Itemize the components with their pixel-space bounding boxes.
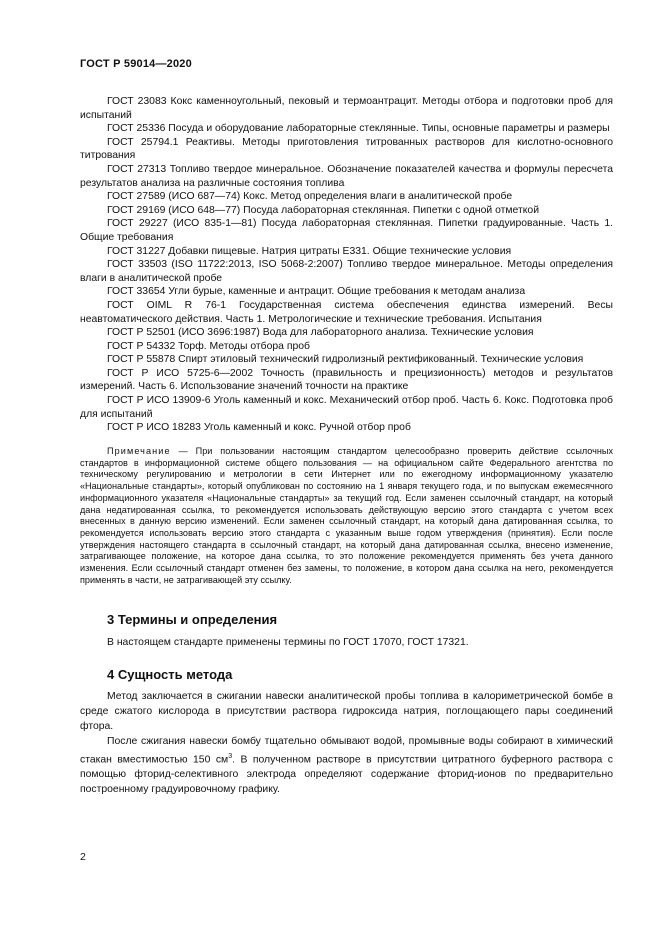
page-number: 2 — [80, 851, 86, 863]
section-3-heading: 3 Термины и определения — [107, 612, 278, 627]
reference-item: ГОСТ 27313 Топливо твердое минеральное. Обозначение показателей качества и формулы пересчета результатов анализа на различные состояния топлива — [80, 163, 613, 189]
section-4-body — [80, 689, 613, 797]
reference-item: ГОСТ 33503 (ISO 11722:2013, ISO 5068-2:2007) Топливо твердое минеральное. Методы определения влаги в аналитической пробе — [80, 259, 613, 284]
reference-item: ГОСТ Р ИСО 5725-6—2002 Точность (правильность и прецизионность) методов и результатов измерений. Часть 6. Использование значений точности на практике — [80, 367, 613, 393]
reference-item: ГОСТ 29169 (ИСО 648—77) Посуда лабораторная стеклянная. Пипетки с одной отметкой — [107, 204, 540, 216]
section-4-heading: 4 Сущность метода — [107, 667, 233, 682]
reference-item: ГОСТ Р 52501 (ИСО 3696:1987) Вода для лабораторного анализа. Технические условия — [107, 327, 534, 339]
reference-item: ГОСТ Р 54332 Торф. Методы отбора проб — [107, 340, 310, 352]
reference-item: ГОСТ Р 55878 Спирт этиловый технический гидролизный ректификованный. Технические условия — [107, 354, 584, 366]
section-4-paragraph-2-text-a: После сжигания навески бомбу тщательно обмывают водой, промывные воды собирают в химический стакан вместимостью 150 см — [80, 736, 613, 766]
section-3-body — [80, 635, 613, 650]
reference-item: ГОСТ Р ИСО 13909-6 Уголь каменный и кокс. Механический отбор проб. Часть 6. Кокс. Подготовка проб для испытаний — [80, 395, 613, 420]
reference-item: ГОСТ 23083 Кокс каменноугольный, пековый и термоантрацит. Методы отбора и подготовки проб для испытаний — [80, 96, 613, 121]
reference-item: ГОСТ 25794.1 Реактивы. Методы приготовления титрованных растворов для кислотно-основного титрования — [80, 136, 613, 162]
reference-item: ГОСТ 27589 (ИСО 687—74) Кокс. Метод определения влаги в аналитической пробе — [107, 191, 513, 203]
note-paragraph — [80, 446, 613, 586]
reference-item: ГОСТ 29227 (ИСО 835-1—81) Посуда лабораторная стеклянная. Пипетки градуированные. Часть 1. Общие требования — [80, 218, 613, 243]
reference-item: ГОСТ 31227 Добавки пищевые. Натрия цитраты Е331. Общие технические условия — [107, 245, 512, 257]
reference-item: ГОСТ 25336 Посуда и оборудование лабораторные стеклянные. Типы, основные параметры и размеры — [107, 123, 610, 135]
normative-references-list — [80, 95, 613, 435]
note-block — [80, 446, 613, 586]
reference-item: ГОСТ OIML R 76-1 Государственная система обеспечения единства измерений. Весы неавтоматического действия. Часть 1. Метрологические и технические требования. Испытания — [80, 299, 613, 325]
note-text: — При пользовании настоящим стандартом целесообразно проверить действие ссылочных стандартов в информационной системе общего пользования — на официальном сайте Федерального агентства по техническому регулированию и метрологии в сети Интернет или по ежегодному информационному указателю «Национальные стандарты», который опубликован по состоянию на 1 января текущего года, и по выпускам ежемесячного информационного указателя «Национальные стандарты» за текущий год. Если заменен ссылочный стандарт, на который дана недатированная ссылка, то рекомендуется использовать действующую версию этого стандарта с учетом всех внесенных в данную версию изменений. Если заменен ссылочный стандарт, на который дана датированная ссылка, то рекомендуется использовать версию этого стандарта с указанным выше годом утверждения (принятия). Если после утверждения настоящего стандарта в ссылочный стандарт, на который дана датированная ссылка, внесено изменение, затрагивающее положение, на которое дана ссылка, то это положение рекомендуется применять без учета данного изменения. Если ссылочный стандарт отменен без замены, то положение, в котором дана ссылка на него, рекомендуется применять в части, не затрагивающей эту ссылку. — [80, 446, 613, 585]
reference-item: ГОСТ 33654 Угли бурые, каменные и антрацит. Общие требования к методам анализа — [107, 286, 526, 298]
section-3-text: В настоящем стандарте применены термины по ГОСТ 17070, ГОСТ 17321. — [107, 637, 469, 648]
document-header: ГОСТ Р 59014—2020 — [80, 58, 192, 70]
reference-item: ГОСТ Р ИСО 18283 Уголь каменный и кокс. Ручной отбор проб — [107, 422, 411, 434]
note-label: Примечание — [107, 446, 171, 456]
cubic-superscript: 3 — [228, 753, 233, 760]
section-4-paragraph-2 — [80, 734, 613, 797]
section-4-paragraph-2-text-b: . В полученном растворе в присутствии цитратного буферного раствора с помощью фторид-селективного электрода определяют содержание фторид-ионов по предварительно построенному градуировочному графику. — [80, 754, 613, 796]
section-4-paragraph-1: Метод заключается в сжигании навески аналитической пробы топлива в калориметрической бомбе в среде сжатого кислорода в присутствии раствора гидроксида натрия, поглощающего пары соединений фтора. — [80, 691, 613, 732]
